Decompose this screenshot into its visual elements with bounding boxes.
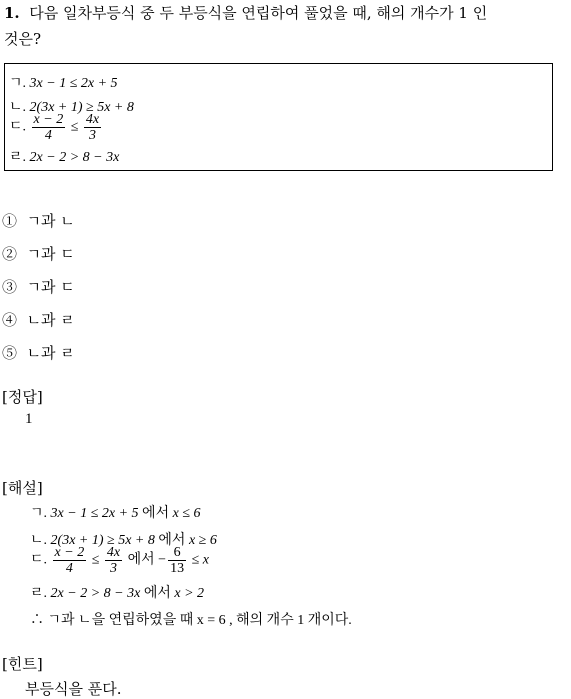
solution-heading: [해설] bbox=[2, 479, 43, 497]
choice-4[interactable]: ④ ㄴ과 ㄹ bbox=[2, 311, 75, 329]
box-item-3: ㄷ. $\frac{x - 2}{4}$ ≤ $\frac{4x}{3}$ bbox=[9, 112, 100, 143]
choice-3[interactable]: ③ ㄱ과 ㄷ bbox=[2, 278, 75, 296]
fraction-left: $\frac{x - 2}{4}$ bbox=[33, 112, 64, 143]
question-number: 1. bbox=[4, 4, 20, 22]
choice-2[interactable]: ② ㄱ과 ㄷ bbox=[2, 245, 75, 263]
question-text: 다음 일차부등식 중 두 부등식을 연립하여 풀었을 때, 해의 개수가 1 인 bbox=[29, 4, 488, 22]
box-item-2: ㄴ. 2(3x + 1) ≥ 5x + 8 bbox=[9, 100, 134, 115]
choice-1[interactable]: ① ㄱ과 ㄴ bbox=[2, 212, 75, 230]
solution-line-3: ㄷ. $\frac{x - 2}{4}$ ≤ $\frac{4x}{3}$ 에서 − $\frac{6}{13}$ ≤ x bbox=[30, 545, 209, 576]
box-item-4: ㄹ. 2x − 2 > 8 − 3x bbox=[9, 150, 120, 165]
answer-heading: [정답] bbox=[2, 388, 43, 406]
question-line-2: 것은? bbox=[4, 30, 42, 48]
solution-conclusion: ∴ ㄱ과 ㄴ을 연립하였을 때 x = 6 , 해의 개수 1 개이다. bbox=[30, 613, 352, 628]
answer-value: 1 bbox=[25, 411, 33, 427]
hint-text: 부등식을 푼다. bbox=[25, 680, 122, 698]
solution-line-1: ㄱ. 3x − 1 ≤ 2x + 5 에서 x ≤ 6 bbox=[30, 506, 201, 521]
solution-line-4: ㄹ. 2x − 2 > 8 − 3x 에서 x > 2 bbox=[30, 586, 205, 601]
box-item-1: ㄱ. 3x − 1 ≤ 2x + 5 bbox=[9, 76, 118, 91]
question-line-1 bbox=[4, 2, 487, 23]
fraction-right: $\frac{4x}{3}$ bbox=[85, 112, 100, 143]
choice-5[interactable]: ⑤ ㄴ과 ㄹ bbox=[2, 344, 75, 362]
hint-heading: [힌트] bbox=[2, 655, 43, 673]
solution-line-2: ㄴ. 2(3x + 1) ≥ 5x + 8 에서 x ≥ 6 bbox=[30, 533, 217, 548]
